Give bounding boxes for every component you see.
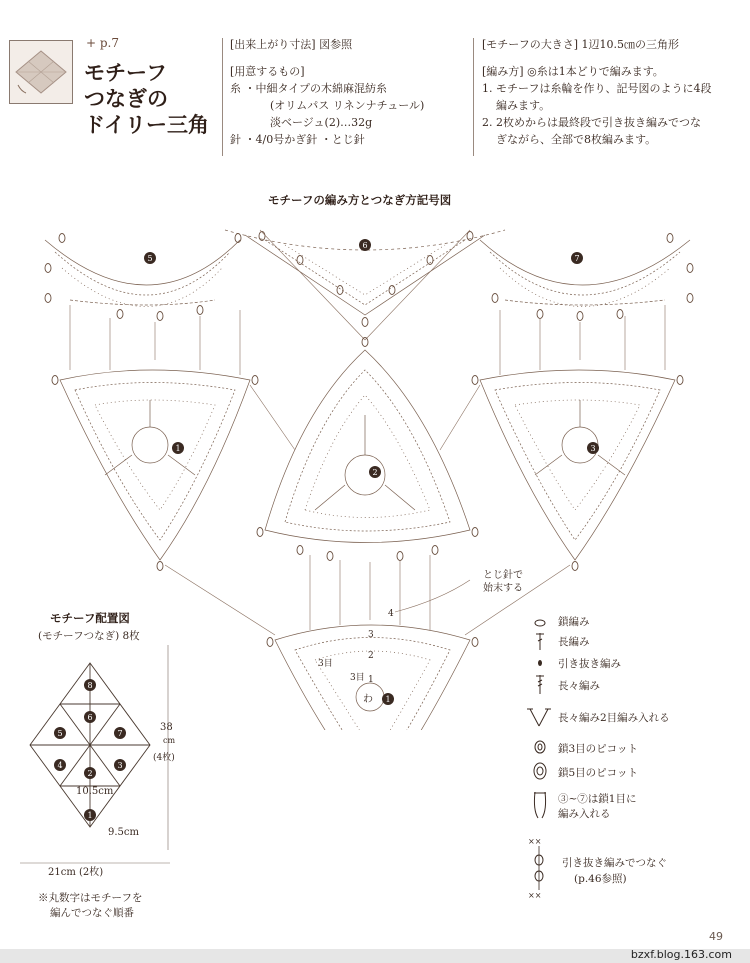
motif-5-shape — [45, 240, 240, 307]
layout-note-line2: 編んでつなぐ順番 — [50, 907, 134, 919]
method-label: [編み方] — [482, 65, 524, 78]
layout-small-label: 9.5cm — [108, 827, 139, 838]
motif-number-6: 6 — [362, 241, 368, 250]
motif-2-shape — [265, 350, 470, 543]
slip-stitch-icon — [530, 652, 550, 674]
layout-height-count: (4枚) — [153, 753, 175, 763]
motif-number-2: 2 — [372, 468, 378, 477]
layout-height-label: 38 — [160, 722, 173, 733]
treble-2-in-1-icon — [526, 706, 552, 728]
page-title — [84, 60, 209, 138]
motif-number-1-top: 1 — [175, 444, 181, 453]
column-divider-1 — [222, 38, 223, 156]
watermark-text: bzxf.blog.163.com — [630, 948, 732, 961]
legend-treble-two: 長々編み2目編み入れる — [558, 712, 670, 724]
row-label-3: 3 — [368, 630, 374, 640]
layout-cell-3: 3 — [117, 761, 123, 770]
layout-width-label: 21cm (2枚) — [48, 867, 104, 878]
materials-block — [230, 36, 468, 148]
center-ring-label: わ — [363, 694, 373, 705]
picot-5-icon — [530, 760, 550, 782]
connection-arrows — [70, 230, 665, 635]
column-divider-2 — [473, 38, 474, 156]
title-line-2: つなぎの — [84, 86, 168, 111]
legend-picot-3: 鎖3目のピコット — [558, 743, 638, 755]
legend-insert-line2: 編み入れる — [558, 808, 611, 820]
layout-cell-8: 8 — [87, 681, 93, 690]
row-label-3me-b: 3目 — [350, 673, 365, 683]
page-number: 49 — [709, 930, 723, 943]
yarn-line-1: 糸 ・中細タイプの木綿麻混紡糸 — [230, 82, 387, 95]
legend-join-line1: 引き抜き編みでつなぐ — [562, 857, 667, 869]
motif-7-shape — [480, 240, 690, 307]
row-label-2: 2 — [368, 651, 374, 661]
motif-1-shape — [60, 370, 250, 560]
layout-cell-6: 6 — [87, 713, 93, 722]
motif-3-shape — [480, 370, 675, 560]
double-crochet-icon — [530, 630, 550, 652]
layout-diagram — [20, 645, 220, 885]
layout-note-line1: ※丸数字はモチーフを — [38, 892, 143, 904]
layout-diagram-subtitle: (モチーフつなぎ) 8枚 — [38, 630, 140, 642]
step1-line1: 1. モチーフは糸輪を作り、記号図のように4段 — [482, 82, 712, 95]
legend-join-line2: (p.46参照) — [574, 873, 627, 885]
legend-chain: 鎖編み — [558, 616, 590, 628]
layout-side-label: 10.5cm — [76, 786, 114, 797]
motif-size-label: [モチーフの大きさ] — [482, 38, 579, 51]
size-value: 図参照 — [319, 38, 353, 51]
svg-text:××: ×× — [528, 891, 542, 900]
yarn-line-3: 淡ベージュ(2)…32g — [270, 116, 373, 129]
title-line-1: モチーフ — [84, 60, 167, 85]
legend-insert-line1: ③~⑦は鎖1目に — [558, 793, 637, 805]
finish-note-line2: 始末する — [483, 583, 523, 594]
join-slip-icon — [526, 836, 552, 900]
layout-cell-7: 7 — [117, 729, 123, 738]
motif-thumbnail-image — [9, 40, 73, 104]
row-label-1: 1 — [368, 675, 374, 685]
layout-diagram-title: モチーフ配置図 — [50, 611, 130, 625]
step1-line2: 編みます。 — [496, 99, 551, 112]
instructions-block — [482, 36, 744, 148]
motif-number-1-bottom: 1 — [385, 695, 391, 704]
legend-slip-stitch: 引き抜き編み — [558, 658, 621, 670]
svg-text:××: ×× — [528, 837, 542, 846]
picot-3-icon — [530, 736, 550, 758]
treble-crochet-icon — [530, 673, 550, 695]
motif-number-5: 5 — [147, 254, 153, 263]
legend-treble: 長々編み — [558, 680, 600, 692]
prep-label: [用意するもの] — [230, 65, 305, 78]
layout-height-unit: cm — [163, 736, 176, 745]
size-label: [出来上がり寸法] — [230, 38, 316, 51]
yarn-line-2: (オリムパス リネンナチュール) — [270, 99, 425, 112]
layout-cell-5: 5 — [57, 729, 63, 738]
legend-double-crochet: 長編み — [558, 636, 590, 648]
finish-note-line1: とじ針で — [483, 570, 523, 581]
row-label-4: 4 — [388, 609, 394, 619]
layout-cell-4: 4 — [57, 761, 63, 770]
title-line-3: ドイリー三角 — [84, 112, 209, 137]
step2-line2: ぎながら、全部で8枚編みます。 — [496, 133, 657, 146]
layout-cell-2: 2 — [87, 769, 93, 778]
diagram-title: モチーフの編み方とつなぎ方記号図 — [268, 193, 452, 207]
page-reference: + p.7 — [86, 36, 119, 50]
row-label-3me-a: 3目 — [318, 659, 333, 669]
insert-in-chain-icon — [530, 790, 550, 820]
legend-picot-5: 鎖5目のピコット — [558, 767, 638, 779]
motif-number-7: 7 — [574, 254, 580, 263]
motif-number-3: 3 — [590, 444, 596, 453]
step2-line1: 2. 2枚めからは最終段で引き抜き編みでつな — [482, 116, 701, 129]
method-note: ◎糸は1本どりで編みます。 — [527, 65, 664, 78]
needle-line: 針 ・4/0号かぎ針 ・とじ針 — [230, 133, 365, 146]
layout-cell-1: 1 — [87, 811, 93, 820]
motif-size-value: 1辺10.5㎝の三角形 — [581, 38, 680, 51]
